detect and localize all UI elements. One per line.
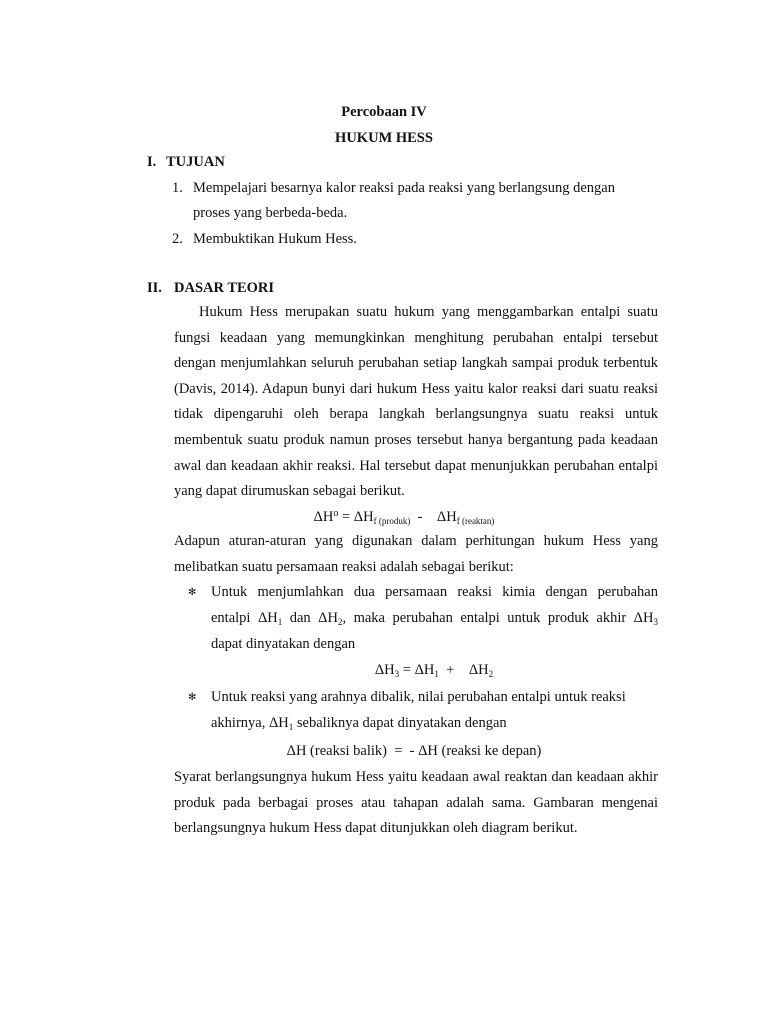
- bullet-1-line1: Untuk menjumlahkan dua persamaan reaksi kimia dengan perubahan: [211, 584, 658, 600]
- paragraph-aturan: Adapun aturan-aturan yang digunakan dalam perhitungan hukum Hess yang melibatkan suatu persamaan reaksi adalah sebagai berikut:: [174, 533, 658, 575]
- bullet-1-line2: entalpi $\Delta H_1$ dan $\Delta H_2$, maka perubahan entalpi untuk produk akhir $\Delta H_3$: [211, 610, 658, 627]
- section-number-dasar-teori: II.: [147, 280, 162, 296]
- bullet-2-line1: Untuk reaksi yang arahnya dibalik, nilai perubahan entalpi untuk reaksi: [211, 689, 626, 705]
- paragraph-syarat: Syarat berlangsungnya hukum Hess yaitu keadaan awal reaktan dan keadaan akhir produk pada berbagai proses atau tahapan adalah sama. Gambaran mengenai berlangsungnya hukum Hess dapat ditunjukkan oleh diagram berikut.: [174, 769, 658, 837]
- equation-enthalpy: $\Delta H^o = \Delta H_{f (produk)}$ - $\Delta H_{f (reaktan)}$: [313, 508, 495, 526]
- bullet-icon: ✻: [188, 692, 197, 703]
- bullet-icon: ✻: [188, 587, 197, 598]
- list-item-1-line1: Mempelajari besarnya kalor reaksi pada reaksi yang berlangsung dengan: [193, 180, 615, 196]
- list-item-2: Membuktikan Hukum Hess.: [193, 231, 357, 247]
- section-heading-tujuan: TUJUAN: [166, 154, 225, 170]
- document-title: Percobaan IV: [341, 104, 427, 120]
- paragraph-hukum-hess: Hukum Hess merupakan suatu hukum yang menggambarkan entalpi suatu fungsi keadaan yang memungkinkan menghitung perubahan entalpi tersebut dengan menjumlahkan seluruh perubahan setiap langkah sampai produk terbentuk (Davis, 2014). Adapun bunyi dari hukum Hess yaitu kalor reaksi dari suatu reaksi tidak dipengaruhi oleh berapa langkah berlangsungnya suatu reaksi untuk membentuk suatu produk namun proses tersebut hanya bergantung pada keadaan awal dan keadaan akhir reaksi. Hal tersebut dapat menunjukkan perubahan entalpi yang dapat dirumuskan sebagai berikut.: [174, 304, 658, 500]
- bullet-1-line3: dapat dinyatakan dengan: [211, 636, 356, 652]
- equation-reverse: ΔH (reaksi balik) = - ΔH (reaksi ke depan): [286, 743, 542, 759]
- list-number-2: 2.: [172, 231, 183, 247]
- section-heading-dasar-teori: DASAR TEORI: [174, 280, 275, 296]
- list-number-1: 1.: [172, 180, 183, 196]
- equation-sum: $\Delta H_3 = \Delta H_1$ + $\Delta H_2$: [374, 662, 494, 679]
- document-subtitle: HUKUM HESS: [335, 130, 433, 146]
- section-number-tujuan: I.: [147, 154, 157, 170]
- bullet-2-line2: akhirnya, $\Delta H_1$ sebaliknya dapat dinyatakan dengan: [211, 715, 507, 732]
- list-item-1-line2: proses yang berbeda-beda.: [193, 205, 348, 221]
